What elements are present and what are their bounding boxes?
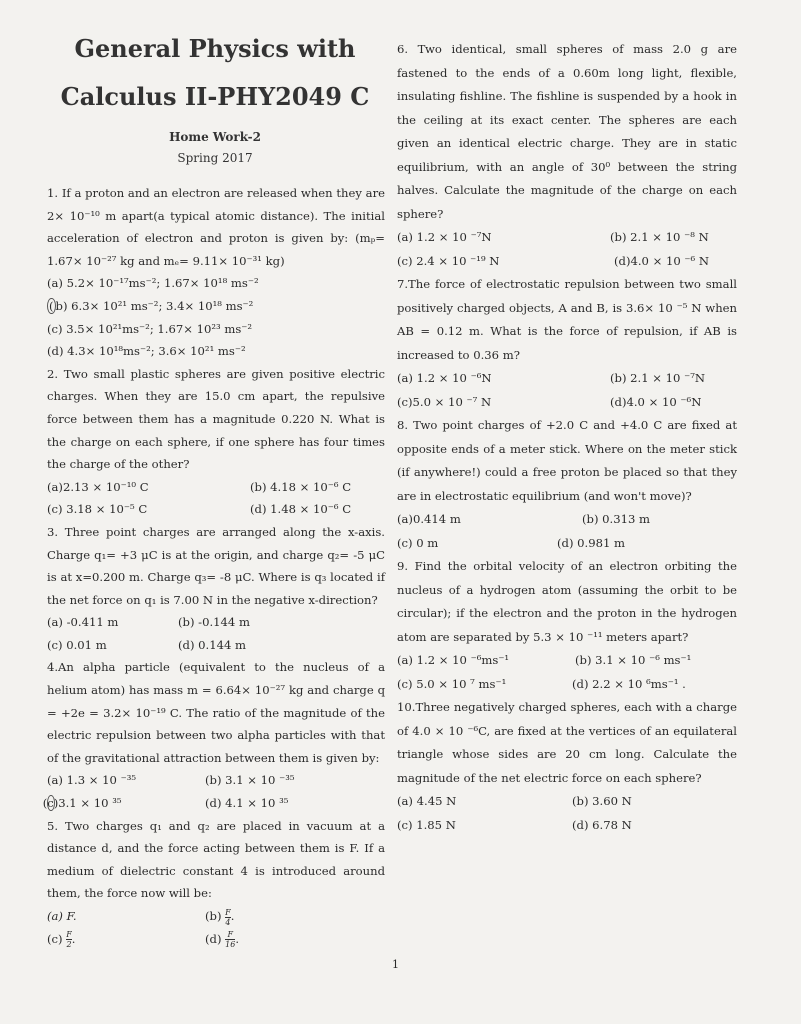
- left-column: [42, 182, 385, 950]
- fraction: [225, 908, 231, 927]
- question-5: [47, 815, 385, 951]
- option-b: (b) 4.18 × 10⁻⁶ C: [250, 479, 352, 494]
- option-c: (c) 2.4 × 10 ⁻¹⁹ N: [397, 253, 500, 268]
- question-text: 1. If a proton and an electron are released when they are 2× 10⁻¹⁰ m apart(a typical atomic distance). The initial acceleration of electron and proton is given by: (mₚ= 1.67× 10⁻²⁷ kg and mₑ= 9.11× 10⁻³¹ kg): [47, 186, 385, 268]
- course-title-line2: Calculus II-PHY2049 C: [60, 82, 370, 111]
- option-label: (c): [47, 931, 63, 946]
- option-d: (d) 4.1 × 10 ³⁵: [205, 796, 289, 811]
- option-c: (c) $\frac{F}{2}$ .: [47, 930, 76, 950]
- option-d: (d) 4.3× 10¹⁸ms⁻²; 3.6× 10²¹ ms⁻²: [47, 344, 246, 359]
- question-8: [397, 414, 737, 555]
- option-d: (d) 0.144 m: [178, 637, 247, 652]
- denominator: 2: [66, 940, 72, 950]
- question-1: [47, 182, 385, 363]
- question-10: [397, 696, 737, 837]
- question-9: [397, 555, 737, 696]
- fraction: [66, 930, 72, 949]
- course-title-line1: General Physics with: [74, 34, 356, 63]
- option-c: (c) 0 m: [397, 535, 439, 550]
- option-c: (c) 3.18 × 10⁻⁵ C: [47, 502, 148, 517]
- question-7: [397, 273, 737, 414]
- option-d: (d)4.0 × 10 ⁻⁶N: [610, 394, 702, 409]
- option-b: (b) 2.1 × 10 ⁻⁷N: [610, 371, 706, 385]
- page-number: 1: [392, 958, 399, 971]
- question-6: [397, 38, 737, 273]
- option-label: (b): [205, 909, 222, 923]
- question-text: 8. Two point charges of +2.0 C and +4.0 C are fixed at opposite ends of a meter stick. Where on the meter stick (if anywhere!) could a free proton be placed so that they are in electrostatic equilibrium (and won't move)?: [397, 418, 737, 503]
- option-c: (c)5.0 × 10 ⁻⁷ N: [397, 394, 492, 409]
- question-text: 9. Find the orbital velocity of an electron orbiting the nucleus of a hydrogen atom (assuming the orbit to be circular); if the electron and the proton in the hydrogen atom are separated by 5.3 × 10 ⁻¹¹ meters apart?: [397, 559, 737, 644]
- option-a: (a) 1.2 × 10 ⁻⁶ms⁻¹: [397, 653, 510, 667]
- question-3: [47, 521, 385, 657]
- option-label: (d): [205, 931, 222, 946]
- option-a: (a) 1.2 × 10 ⁻⁷N: [397, 230, 492, 244]
- question-text: 7.The force of electrostatic repulsion between two small positively charged objects, A and B, is 3.6× 10 ⁻⁵ N when AB = 0.12 m. What is the force of repulsion, if AB is increased to 0.36 m?: [397, 277, 737, 362]
- option-a: (a) 5.2× 10⁻¹⁷ms⁻²; 1.67× 10¹⁸ ms⁻²: [47, 276, 259, 291]
- option-b: (b) 3.60 N: [572, 794, 632, 808]
- question-text: 10.Three negatively charged spheres, each with a charge of 4.0 × 10 ⁻⁶C, are fixed at the vertices of an equilateral triangle whose sides are 20 cm long. Calculate the magnitude of the net electric force on each sphere?: [397, 700, 737, 785]
- fraction: [225, 930, 235, 949]
- option-b: (b) -0.144 m: [178, 615, 250, 630]
- option-d: (d) 0.981 m: [557, 535, 626, 550]
- option-a: (a) F.: [47, 909, 77, 923]
- question-2: [47, 363, 385, 521]
- question-text: 3. Three point charges are arranged along the x-axis. Charge q₁= +3 μC is at the origin, and charge q₂= -5 μC is at x=0.200 m. Charge q₃= -8 μC. Where is q₃ located if the net force on q₁ is 7.00 N in the negative x-direction?: [47, 524, 385, 607]
- option-a: (a)2.13 × 10⁻¹⁰ C: [47, 479, 149, 494]
- option-a: (a)0.414 m: [397, 512, 461, 526]
- option-d: (d) 2.2 × 10 ⁶ms⁻¹ .: [572, 676, 686, 691]
- option-c: [42, 792, 122, 815]
- assignment-name: Home Work-2: [169, 130, 261, 144]
- option-d: (d) 6.78 N: [572, 817, 632, 832]
- option-c: (c) 5.0 × 10 ⁷ ms⁻¹: [397, 676, 507, 691]
- option-a: (a) 4.45 N: [397, 794, 457, 808]
- denominator: 16: [225, 940, 236, 950]
- option-b: (b) 0.313 m: [582, 512, 651, 526]
- option-a: (a) 1.2 × 10 ⁻⁶N: [397, 371, 492, 385]
- answer-circle-mark: (: [49, 298, 54, 313]
- option-a: (a) -0.411 m: [47, 615, 119, 630]
- option-d: (d) $\frac{F}{16}$ .: [205, 930, 240, 950]
- option-c: (c) 1.85 N: [397, 817, 456, 832]
- option-c-text: (c)3.1 × 10 ³⁵: [42, 796, 122, 811]
- option-b: (b) 3.1 × 10 ⁻⁶ ms⁻¹: [575, 653, 692, 667]
- denominator: 4: [225, 917, 231, 927]
- option-b: (b) $\frac{F}{4}$ .: [205, 907, 235, 927]
- option-d: (d)4.0 × 10 ⁻⁶ N: [614, 253, 710, 268]
- option-b: [47, 295, 385, 318]
- option-a: (a) 1.3 × 10 ⁻³⁵: [47, 773, 137, 788]
- question-text: 2. Two small plastic spheres are given positive electric charges. When they are 15.0 cm apart, the repulsive force between them has a magnitude 0.220 N. What is the charge on each sphere, if one sphere has four times the charge of the other?: [47, 366, 385, 472]
- question-text: 5. Two charges q₁ and q₂ are placed in vacuum at a distance d, and the force acting between them is F. If a medium of dielectric constant 4 is introduced around them, the force now will be:: [47, 818, 385, 901]
- option-c: (c) 3.5× 10²¹ms⁻²; 1.67× 10²³ ms⁻²: [47, 321, 253, 336]
- numerator: F: [66, 930, 72, 940]
- option-c: (c) 0.01 m: [47, 637, 107, 652]
- numerator: F: [225, 930, 235, 940]
- option-d: (d) 1.48 × 10⁻⁶ C: [250, 502, 352, 517]
- question-text: 4.An alpha particle (equivalent to the nucleus of a helium atom) has mass m = 6.64× 10⁻²⁷ kg and charge q = +2e = 3.2× 10⁻¹⁹ C. The ratio of the magnitude of the electric repulsion between two alpha particles with that of the gravitational attraction between them is given by:: [47, 660, 385, 765]
- option-b: (b) 3.1 × 10 ⁻³⁵: [205, 773, 295, 788]
- right-column: [397, 38, 737, 837]
- term: Spring 2017: [177, 151, 253, 165]
- question-4: [42, 656, 385, 814]
- option-b: (b) 2.1 × 10 ⁻⁸ N: [610, 230, 709, 244]
- option-b-text: b) 6.3× 10²¹ ms⁻²; 3.4× 10¹⁸ ms⁻²: [55, 298, 254, 313]
- question-text: 6. Two identical, small spheres of mass 2.0 g are fastened to the ends of a 0.60m long light, flexible, insulating fishline. The fishline is suspended by a hook in the ceiling at its exact center. The spheres are each given an identical electric charge. They are in static equilibrium, with an angle of 30⁰ between the string halves. Calculate the magnitude of the charge on each sphere?: [397, 42, 737, 221]
- numerator: F: [225, 907, 231, 917]
